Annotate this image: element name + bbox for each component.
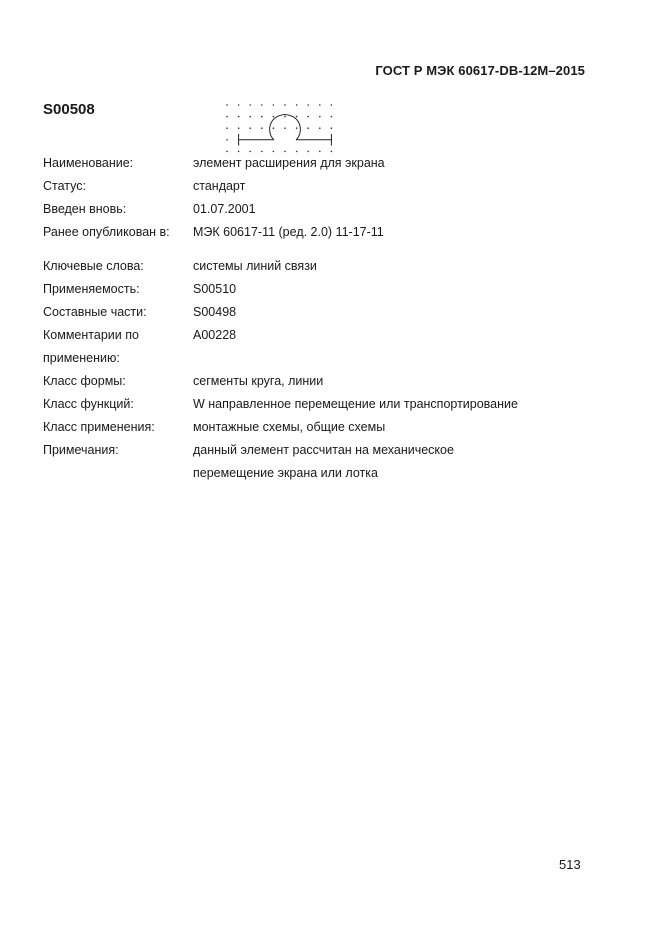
field-value: перемещение экрана или лотка [193, 466, 378, 480]
field-label: Класс формы: [43, 374, 126, 388]
symbol-code: S00508 [43, 101, 95, 118]
field-label: Примечания: [43, 443, 119, 457]
field-value: 01.07.2001 [193, 202, 256, 216]
page-number: 513 [559, 857, 581, 872]
field-value: A00228 [193, 328, 237, 342]
field-value: сегменты круга, линии [193, 374, 324, 388]
field-value: МЭК 60617-11 (ред. 2.0) 11-17-11 [193, 225, 384, 239]
field-value: элемент расширения для экрана [193, 156, 385, 170]
field-label: применению: [43, 351, 120, 365]
field-value: S00510 [193, 282, 237, 296]
field-label: Класс применения: [43, 420, 155, 434]
field-label: Статус: [43, 179, 86, 193]
field-value: стандарт [193, 179, 246, 193]
standard-designation: ГОСТ Р МЭК 60617-DB-12M–2015 [375, 63, 585, 78]
field-label: Класс функций: [43, 397, 134, 411]
field-label: Наименование: [43, 156, 134, 170]
field-label: Составные части: [43, 305, 147, 319]
field-value: S00498 [193, 305, 237, 319]
field-value: монтажные схемы, общие схемы [193, 420, 386, 434]
field-value: W направленное перемещение или транспортирование [193, 397, 518, 411]
field-label: Ранее опубликован в: [43, 225, 170, 239]
field-label: Комментарии по [43, 328, 139, 342]
field-value: данный элемент рассчитан на механическое [193, 443, 454, 457]
field-label: Ключевые слова: [43, 259, 144, 273]
field-label: Введен вновь: [43, 202, 127, 216]
field-value: системы линий связи [193, 259, 317, 273]
field-label: Применяемость: [43, 282, 140, 296]
